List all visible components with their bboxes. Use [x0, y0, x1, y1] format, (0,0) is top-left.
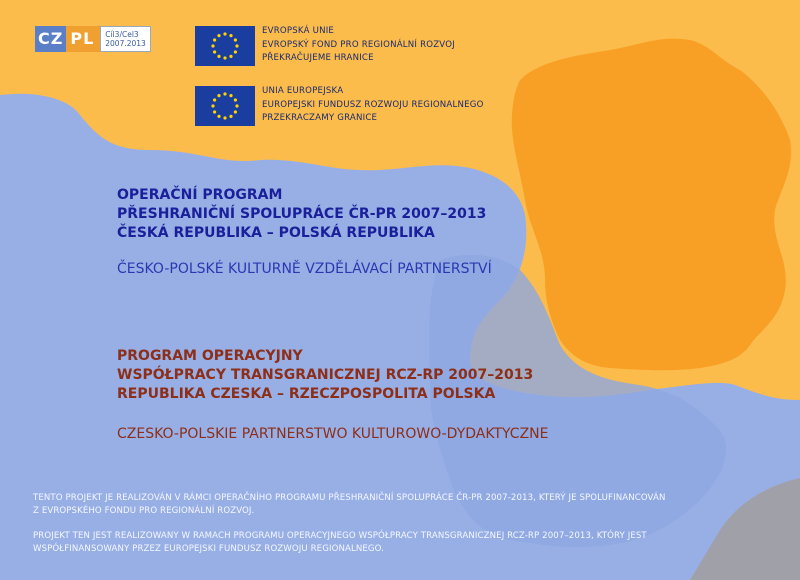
eu-text-line: EVROPSKÝ FOND PRO REGIONÁLNÍ ROZVOJ — [262, 39, 455, 50]
czech-subtitle: ČESKO-POLSKÉ KULTURNĚ VZDĚLÁVACÍ PARTNERSTVÍ — [117, 261, 492, 277]
logo-pl: PL — [66, 26, 100, 52]
polish-title-line: PROGRAM OPERACYJNY — [117, 348, 303, 364]
cz-pl-logo — [35, 26, 151, 52]
czech-program-title — [117, 186, 486, 243]
czech-title-line: ČESKÁ REPUBLIKA – POLSKÁ REPUBLIKA — [117, 225, 435, 241]
logo-goal-line1: Cíl3/Cel3 — [105, 30, 139, 39]
polish-program-title — [117, 347, 533, 404]
czech-title-line: OPERAČNÍ PROGRAM — [117, 187, 283, 203]
logo-goal-line2: 2007.2013 — [105, 39, 146, 48]
eu-text-czech — [262, 25, 455, 66]
footer-line: PROJEKT TEN JEST REALIZOWANY W RAMACH PROGRAMU OPERACYJNEGO WSPÓŁPRACY TRANSGRANICZNEJ RCZ-RP 2007–2013, KTÓRY JEST — [33, 531, 647, 541]
eu-flag-icon — [195, 86, 255, 126]
eu-text-line: UNIA EUROPEJSKA — [262, 86, 344, 96]
logo-cz: CZ — [35, 26, 66, 52]
footer-czech — [33, 492, 800, 518]
footer-line: WSPÓŁFINANSOWANY PRZEZ EUROPEJSKI FUNDUSZ ROZWOJU REGIONALNEGO. — [33, 544, 385, 554]
eu-flag-icon — [195, 26, 255, 66]
eu-text-line: EVROPSKÁ UNIE — [262, 26, 335, 36]
logo-goal — [100, 26, 151, 52]
eu-text-line: PRZEKRACZAMY GRANICE — [262, 113, 378, 123]
eu-text-line: PŘEKRAČUJEME HRANICE — [262, 53, 374, 63]
eu-text-polish — [262, 85, 484, 126]
orange-region — [512, 39, 791, 371]
polish-subtitle: CZESKO-POLSKIE PARTNERSTWO KULTUROWO-DYDAKTYCZNE — [117, 426, 549, 442]
eu-text-line: EUROPEJSKI FUNDUSZ ROZWOJU REGIONALNEGO — [262, 99, 484, 110]
polish-title-line: WSPÓŁPRACY TRANSGRANICZNEJ RCZ-RP 2007–2013 — [117, 367, 534, 383]
footer-polish — [33, 530, 800, 556]
footer-line: TENTO PROJEKT JE REALIZOVÁN V RÁMCI OPERAČNÍHO PROGRAMU PŘESHRANIČNÍ SPOLUPRÁCE ČR-PR 2007-2013, KTERÝ JE SPOLUFINANCOVÁN — [33, 493, 666, 503]
footer-line: Z EVROPSKÉHO FONDU PRO REGIONÁLNÍ ROZVOJ. — [33, 506, 255, 516]
czech-title-line: PŘESHRANIČNÍ SPOLUPRÁCE ČR-PR 2007–2013 — [117, 206, 487, 222]
polish-title-line: REPUBLIKA CZESKA – RZECZPOSPOLITA POLSKA — [117, 386, 496, 402]
